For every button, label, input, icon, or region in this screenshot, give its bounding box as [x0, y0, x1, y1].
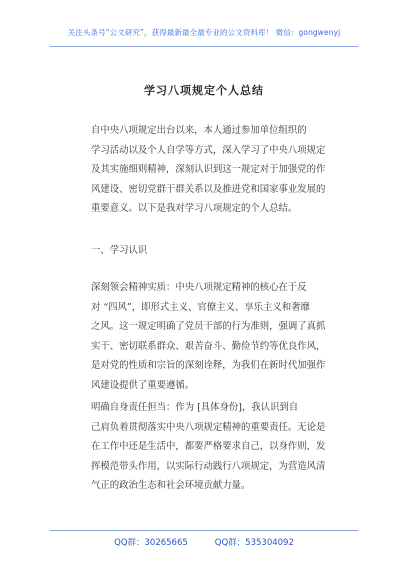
- paragraph-line: 风建设提供了重要遵循。: [91, 379, 195, 391]
- paragraph-line: 及其实施细则精神，深刻认识到这一规定对于加强党的作: [91, 164, 326, 176]
- paragraph-line: 风建设、密切党群干群关系以及推进党和国家事业发展的: [91, 183, 326, 195]
- paragraph-line: 明确自身责任担当：作为 [具体身份]，我认识到自: [91, 402, 299, 413]
- section-heading-text: 一、学习认识: [91, 245, 148, 256]
- footer-divider: [50, 530, 358, 531]
- paragraph-line: 之风。这一规定明确了党员干部的行为准则，强调了真抓: [91, 321, 326, 333]
- paragraph-line: 重要意义。以下是我对学习八项规定的个人总结。: [91, 203, 298, 215]
- paragraph-line: 在工作中还是生活中，都要严格要求自己，以身作则，发: [91, 441, 326, 453]
- paragraph-line: 挥模范带头作用，以实际行动践行八项规定，为营造风清: [91, 460, 326, 472]
- header-note: 关注头条号“公文研究”，获得最新最全最专业的公文资料库！ 微信：gongwenyj: [67, 28, 341, 37]
- footer-note: QQ群：30265665 QQ群：535304092: [114, 538, 294, 548]
- paragraph-line: 自中央八项规定出台以来，本人通过参加单位组织的: [91, 125, 307, 136]
- paragraph-intro: [91, 121, 331, 219]
- paragraph-line: 实干、密切联系群众、艰苦奋斗、勤俭节约等优良作风，: [91, 340, 326, 352]
- paragraph-line: 气正的政治生态和社会环境贡献力量。: [91, 480, 251, 492]
- paragraph-responsibility: [91, 398, 331, 496]
- paragraph-line: 对 “四风”，即形式主义、官僚主义、享乐主义和奢靡: [91, 301, 310, 313]
- paragraph-line: 是对党的性质和宗旨的深刻诠释，为我们在新时代加强作: [91, 360, 326, 372]
- section-heading: [91, 241, 331, 261]
- document-title: 学习八项规定个人总结: [144, 84, 264, 97]
- paragraph-essence: [91, 278, 331, 396]
- paragraph-line: 己肩负着贯彻落实中央八项规定精神的重要责任。无论是: [91, 421, 326, 433]
- paragraph-line: 深刻领会精神实质：中央八项规定精神的核心在于反: [91, 282, 307, 293]
- header-divider: [50, 46, 358, 47]
- paragraph-line: 学习活动以及个人自学等方式，深入学习了中央八项规定: [91, 144, 326, 156]
